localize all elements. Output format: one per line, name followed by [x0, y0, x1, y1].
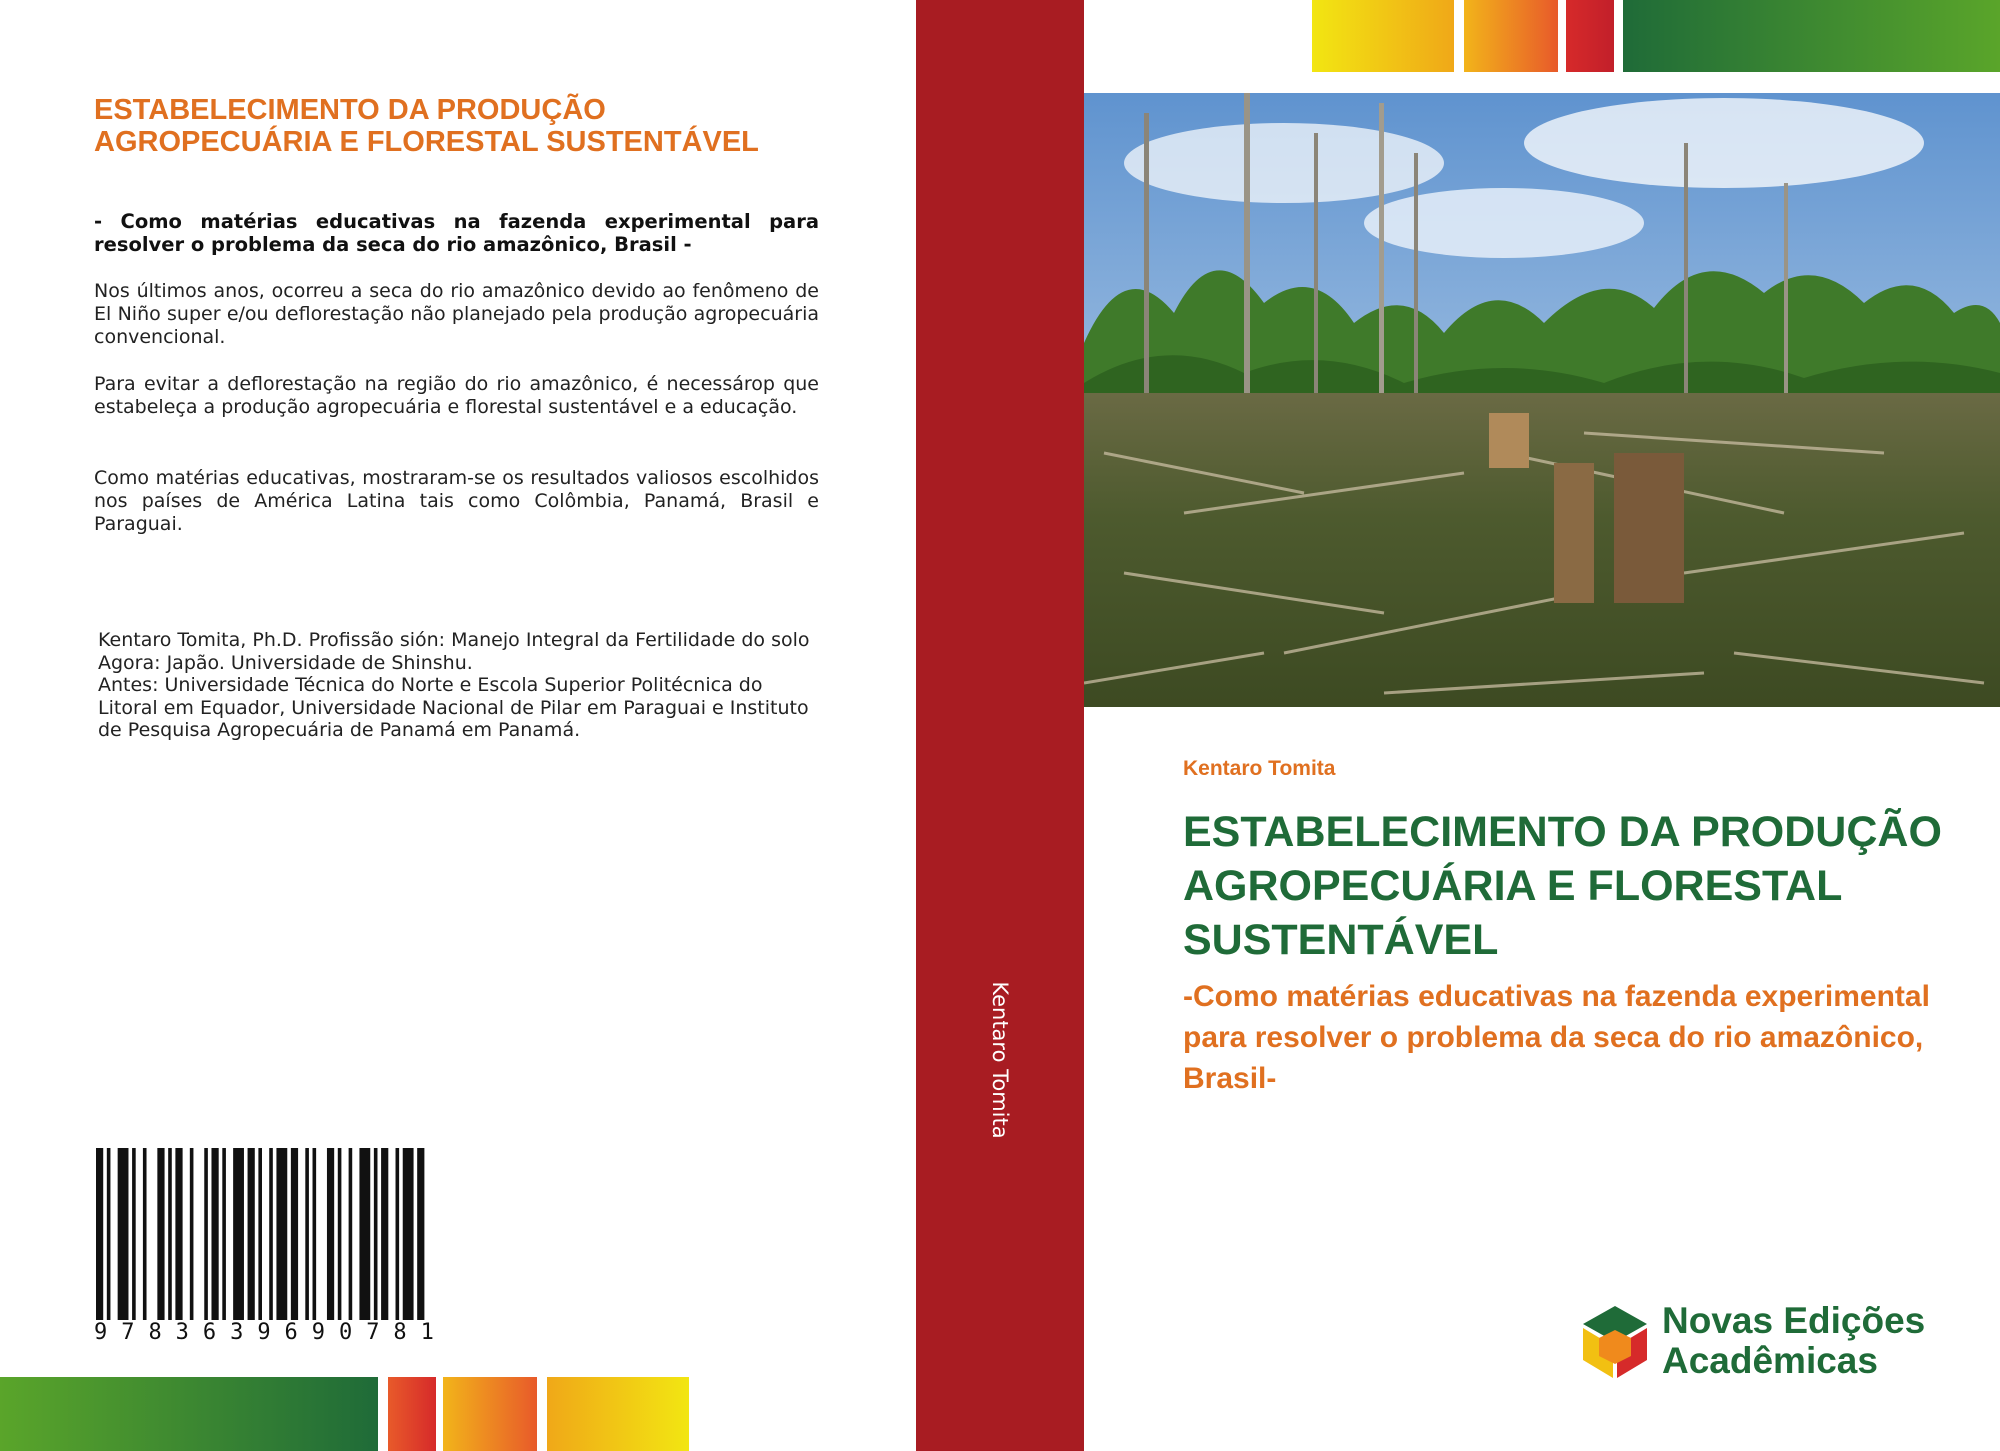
barcode-digit: 3: [230, 1320, 244, 1345]
barcode-bars: [96, 1148, 428, 1342]
barcode-bar: [168, 1148, 172, 1342]
cover-photo-deforested-land: [1084, 93, 2000, 707]
barcode-bar: [132, 1148, 136, 1342]
barcode-bar: [327, 1148, 334, 1342]
barcode-digit: 0: [338, 1320, 353, 1345]
barcode-bar: [359, 1148, 370, 1342]
barcode-bar: [381, 1148, 388, 1342]
stripe-orange: [443, 1377, 537, 1451]
front-cover-author: Kentaro Tomita: [1183, 757, 1336, 780]
barcode-bar: [175, 1148, 182, 1342]
barcode-bar: [396, 1148, 400, 1342]
barcode-bar: [96, 1148, 103, 1342]
back-cover-paragraph: Para evitar a deflorestação na região do rio amazônico, é necessárop que estabeleça a produção agropecuária e florestal sustentável e a educação.: [94, 373, 819, 418]
barcode-bar: [204, 1148, 208, 1342]
barcode-bar: [157, 1148, 164, 1342]
publisher-name-line: Acadêmicas: [1662, 1340, 1878, 1381]
barcode: [96, 1148, 428, 1342]
barcode-digit: 1: [420, 1320, 434, 1345]
barcode-digit: 3: [175, 1320, 189, 1345]
stripe-orange: [1464, 0, 1558, 72]
barcode-digit: 6: [202, 1320, 217, 1345]
barcode-bar: [269, 1148, 273, 1342]
stripe-yellow: [547, 1377, 689, 1451]
author-bio-line: Kentaro Tomita, Ph.D. Profissão sión: Manejo Integral da Fertilidade do solo Agora: Japão. Universidade de Shinshu.: [98, 629, 810, 674]
back-cover-title: ESTABELECIMENTO DA PRODUÇÃO AGROPECUÁRIA E FLORESTAL SUSTENTÁVEL: [94, 94, 759, 158]
barcode-bar: [349, 1148, 353, 1342]
barcode-bar: [107, 1148, 111, 1342]
stripe-green: [1623, 0, 2000, 72]
barcode-digit: 9: [94, 1320, 108, 1345]
barcode-bar: [258, 1148, 262, 1342]
barcode-digit: 6: [284, 1320, 298, 1345]
spine: [916, 0, 1084, 1451]
barcode-bar: [374, 1148, 378, 1342]
front-cover-subtitle: -Como matérias educativas na fazenda experimental para resolver o problema da seca do rio amazônico, Brasil-: [1183, 980, 1930, 1095]
barcode-digit: 8: [393, 1320, 407, 1345]
barcode-digit: 9: [257, 1320, 271, 1345]
barcode-bar: [417, 1148, 424, 1342]
back-cover-subtitle: - Como matérias educativas na fazenda experimental para resolver o problema da seca do rio amazônico, Brasil -: [94, 210, 819, 256]
barcode-digits: [94, 1320, 434, 1345]
barcode-bar: [276, 1148, 287, 1342]
stripe-yellow: [1312, 0, 1454, 72]
back-cover-paragraph: Nos últimos anos, ocorreu a seca do rio amazônico devido ao fenômeno de El Niño super e/ou deflorestação não planejado pela produção agropecuária convencional.: [94, 280, 819, 348]
front-cover-title: ESTABELECIMENTO DA PRODUÇÃO AGROPECUÁRIA E FLORESTAL SUSTENTÁVEL: [1183, 808, 1942, 964]
stripe-green: [0, 1377, 378, 1451]
barcode-bar: [305, 1148, 309, 1342]
barcode-digit: 9: [311, 1320, 325, 1345]
author-bio-line: Antes: Universidade Técnica do Norte e Escola Superior Politécnica do Litoral em Equador, Universidade Nacional de Pilar em Paraguai e Instituto de Pesquisa Agropecuária de Panamá em Panamá.: [98, 674, 809, 741]
barcode-bar: [222, 1148, 226, 1342]
barcode-bar: [233, 1148, 244, 1342]
barcode-digit: 8: [148, 1320, 162, 1345]
publisher-logo-icon: [1577, 1302, 1653, 1380]
barcode-bar: [190, 1148, 194, 1342]
stripe-red: [388, 1377, 436, 1451]
spine-author: Kentaro Tomita: [988, 981, 1012, 1139]
author-bio: [98, 629, 823, 742]
publisher-name: [1662, 1301, 1925, 1381]
back-cover: [0, 0, 916, 1451]
barcode-bar: [338, 1148, 342, 1342]
barcode-bar: [143, 1148, 147, 1342]
barcode-bar: [403, 1148, 414, 1342]
barcode-digit: 7: [366, 1320, 380, 1345]
barcode-digit: 7: [121, 1320, 135, 1345]
back-cover-paragraph: Como matérias educativas, mostraram-se os resultados valiosos escolhidos nos países de América Latina tais como Colômbia, Panamá, Brasil e Paraguai.: [94, 467, 819, 535]
stripe-red: [1566, 0, 1614, 72]
barcode-bar: [211, 1148, 218, 1342]
barcode-bar: [248, 1148, 255, 1342]
barcode-bar: [118, 1148, 129, 1342]
barcode-bar: [313, 1148, 317, 1342]
publisher-name-line: Novas Edições: [1662, 1300, 1926, 1341]
barcode-bar: [291, 1148, 298, 1342]
